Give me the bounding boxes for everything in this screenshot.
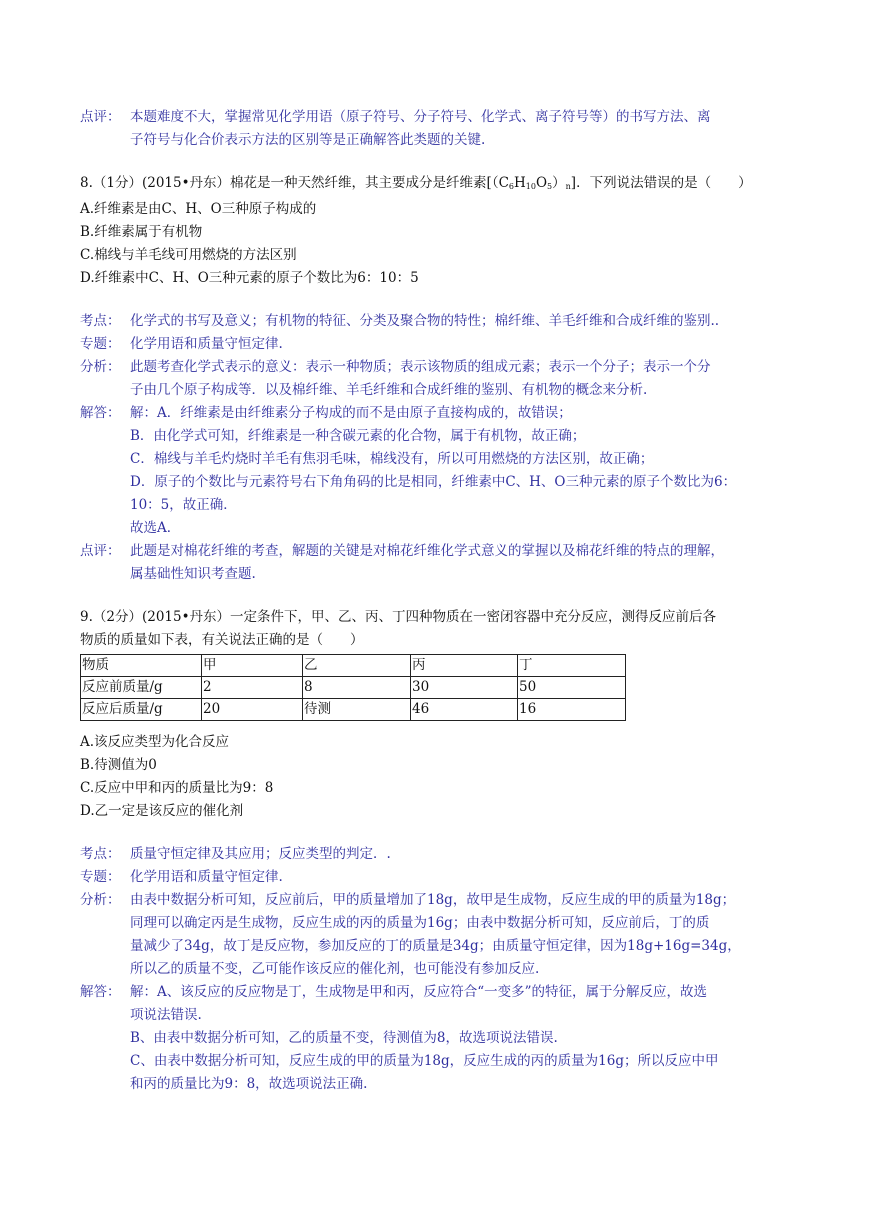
kaodian-text: 化学式的书写及意义；有机物的特征、分类及聚合物的特性；棉纤维、羊毛纤维和合成纤维的鉴别.. [130,313,720,329]
review-label: 点评： [80,109,121,125]
jieda-line: B、由表中数据分析可知，乙的质量不变，待测值为8，故选项说法错误. [130,1030,558,1046]
table-header-row [81,655,626,677]
q8-stem-b: ]．下列说法错误的是（ ） [570,175,752,191]
document-page [80,106,792,1096]
table-row [81,677,626,699]
q8-zhuanti [80,333,792,356]
jieda-line: B．由化学式可知，纤维素是一种含碳元素的化合物，属于有机物，故正确； [130,428,586,444]
table-cell: 50 [518,677,626,699]
q8-stem-h: H [514,175,526,191]
q9-jieda [80,981,792,1096]
table-cell: 丁 [518,655,626,677]
jieda-line: 10：5，故正确． [130,497,237,513]
q8-dianping [80,540,792,586]
table-cell: 46 [411,699,518,721]
zhuanti-text: 化学用语和质量守恒定律. [130,869,283,885]
dianping-label: 点评： [80,543,121,559]
q8-sub-n: n [565,182,571,191]
table-cell: 反应前质量/g [81,677,202,699]
kaodian-label: 考点： [80,846,121,862]
fenxi-line: 此题考查化学式表示的意义：表示一种物质；表示该物质的组成元素；表示一个分子；表示一个分 [130,359,711,375]
q8-option-d: D.纤维素中C、H、O三种元素的原子个数比为6：10：5 [80,270,419,286]
q8-sub-6: 6 [508,182,514,191]
jieda-line: 故选A． [130,520,181,536]
table-cell: 2 [202,677,303,699]
jieda-label: 解答： [80,405,121,421]
dianping-line: 属基础性知识考查题. [130,566,256,582]
table-row [81,699,626,721]
q8-stem [80,172,792,198]
fenxi-line: 子由几个原子构成等．以及棉纤维、羊毛纤维和合成纤维的鉴别、有机物的概念来分析. [130,382,648,398]
kaodian-label: 考点： [80,313,121,329]
q9-zhuanti [80,866,792,889]
q8-option-c: C.棉线与羊毛线可用燃烧的方法区别 [80,247,297,263]
q9-option-a: A.该反应类型为化合反应 [80,734,230,750]
zhuanti-text: 化学用语和质量守恒定律. [130,336,283,352]
fenxi-label: 分析： [80,359,121,375]
q8-option-b: B.纤维素属于有机物 [80,224,203,240]
q8-sub-5: 5 [547,182,553,191]
kaodian-text: 质量守恒定律及其应用；反应类型的判定．. [130,846,391,862]
review-line: 本题难度不大，掌握常见化学用语（原子符号、分子符号、化学式、离子符号等）的书写方法、离 [130,109,711,125]
fenxi-line: 由表中数据分析可知，反应前后，甲的质量增加了18g，故甲是生成物，反应生成的甲的质量为18g； [130,892,736,908]
fenxi-label: 分析： [80,892,121,908]
dianping-line: 此题是对棉花纤维的考查，解题的关键是对棉花纤维化学式意义的掌握以及棉花纤维的特点的理解， [130,543,724,559]
q9-option-d: D.乙一定是该反应的催化剂 [80,803,244,819]
jieda-line: C．棉线与羊毛灼烧时羊毛有焦羽毛味，棉线没有，所以可用燃烧的方法区别，故正确； [130,451,654,467]
q9-mass-table [80,654,626,721]
q8-option-a: A.纤维素是由C、H、O三种原子构成的 [80,201,317,217]
jieda-line: D．原子的个数比与元素符号右下角角码的比是相同，纤维素中C、H、O三种元素的原子个数比为6： [130,474,737,490]
jieda-line: 和丙的质量比为9：8，故选项说法正确. [130,1076,368,1092]
table-cell: 物质 [81,655,202,677]
zhuanti-label: 专题： [80,336,121,352]
jieda-line: 解：A．纤维素是由纤维素分子构成的而不是由原子直接构成的，故错误； [130,405,572,421]
q8-sub-10: 10 [525,182,536,191]
fenxi-line: 同理可以确定丙是生成物，反应生成的丙的质量为16g；由表中数据分析可知，反应前后，丁的质 [130,915,710,931]
prev-review [80,106,792,152]
jieda-line: 解：A、该反应的反应物是丁，生成物是甲和丙，反应符合“一变多”的特征，属于分解反应，故选 [130,984,708,1000]
jieda-label: 解答： [80,984,121,1000]
q8-stem-a: 8.（1分）(2015•丹东）棉花是一种天然纤维，其主要成分是纤维素[（C [80,175,509,191]
table-cell: 16 [518,699,626,721]
fenxi-line: 量减少了34g，故丁是反应物，参加反应的丁的质量是34g；由质量守恒定律，因为18g+16g=34g， [130,938,741,954]
q9-stem-line: 物质的质量如下表，有关说法正确的是（ ） [80,632,364,648]
jieda-line: 项说法错误. [130,1007,202,1023]
q9-fenxi [80,889,792,981]
q8-stem-o: O [535,175,548,191]
q9-stem-line: 9.（2分）(2015•丹东）一定条件下，甲、乙、丙、丁四种物质在一密闭容器中充分反应，测得反应前后各 [80,609,717,625]
table-cell: 待测 [303,699,411,721]
fenxi-line: 所以乙的质量不变，乙可能作该反应的催化剂，也可能没有参加反应. [130,961,540,977]
table-cell: 乙 [303,655,411,677]
q9-kaodian [80,843,792,866]
table-cell: 8 [303,677,411,699]
q9-option-c: C.反应中甲和丙的质量比为9：8 [80,780,274,796]
jieda-line: C、由表中数据分析可知，反应生成的甲的质量为18g，反应生成的丙的质量为16g；所以反应中甲 [130,1053,719,1069]
q8-jieda [80,402,792,540]
q8-kaodian [80,310,792,333]
q9-option-b: B.待测值为0 [80,757,157,773]
review-line: 子符号与化合价表示方法的区别等是正确解答此类题的关键. [130,132,486,148]
table-cell: 20 [202,699,303,721]
zhuanti-label: 专题： [80,869,121,885]
q8-fenxi [80,356,792,402]
table-cell: 反应后质量/g [81,699,202,721]
table-cell: 丙 [411,655,518,677]
q8-stem-close: ） [552,175,566,191]
table-cell: 甲 [202,655,303,677]
table-cell: 30 [411,677,518,699]
